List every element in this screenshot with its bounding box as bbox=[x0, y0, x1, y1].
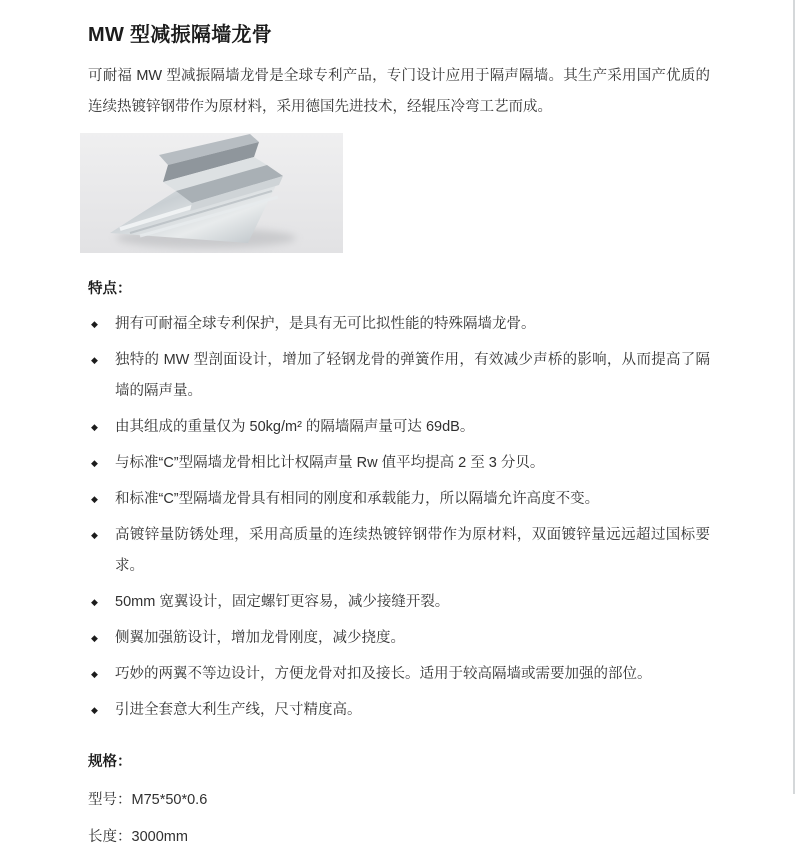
feature-text: 与标准“C”型隔墙龙骨相比计权隔声量 Rw 值平均提高 2 至 3 分贝。 bbox=[115, 455, 545, 471]
bullet-diamond-icon: ◆ bbox=[91, 597, 98, 607]
page-title: MW 型减振隔墙龙骨 bbox=[88, 24, 273, 46]
feature-text: 50mm 宽翼设计，固定螺钉更容易，减少接缝开裂。 bbox=[115, 594, 450, 610]
bullet-diamond-icon: ◆ bbox=[91, 633, 98, 643]
bullet-diamond-icon: ◆ bbox=[91, 355, 98, 365]
feature-text: 高镀锌量防锈处理，采用高质量的连续热镀锌钢带作为原材料，双面镀锌量远远超过国标要求。 bbox=[115, 527, 710, 574]
feature-item bbox=[88, 448, 710, 479]
feature-item bbox=[88, 695, 710, 726]
spec-model: 型号：M75*50*0.6 bbox=[88, 792, 208, 808]
feature-item bbox=[88, 659, 710, 690]
bullet-diamond-icon: ◆ bbox=[91, 458, 98, 468]
intro-paragraph: 可耐福 MW 型减振隔墙龙骨是全球专利产品，专门设计应用于隔声隔墙。其生产采用国产优质的连续热镀锌钢带作为原材料，采用德国先进技术，经辊压冷弯工艺而成。 bbox=[88, 68, 710, 115]
feature-text: 独特的 MW 型剖面设计，增加了轻钢龙骨的弹簧作用，有效减少声桥的影响，从而提高了隔墙的隔声量。 bbox=[115, 352, 710, 399]
features-heading: 特点： bbox=[88, 281, 132, 297]
bullet-diamond-icon: ◆ bbox=[91, 422, 98, 432]
page-right-edge bbox=[793, 0, 795, 794]
feature-item bbox=[88, 623, 710, 654]
feature-item bbox=[88, 484, 710, 515]
bullet-diamond-icon: ◆ bbox=[91, 530, 98, 540]
bullet-diamond-icon: ◆ bbox=[91, 319, 98, 329]
feature-text: 由其组成的重量仅为 50kg/m² 的隔墙隔声量可达 69dB。 bbox=[115, 419, 475, 435]
bullet-diamond-icon: ◆ bbox=[91, 669, 98, 679]
feature-text: 拥有可耐福全球专利保护，是具有无可比拟性能的特殊隔墙龙骨。 bbox=[115, 316, 536, 332]
bullet-diamond-icon: ◆ bbox=[91, 705, 98, 715]
spec-length: 长度：3000mm bbox=[88, 829, 188, 845]
features-list bbox=[88, 309, 710, 726]
feature-text: 巧妙的两翼不等边设计，方便龙骨对扣及接长。适用于较高隔墙或需要加强的部位。 bbox=[115, 666, 652, 682]
steel-stud-photo-illustration bbox=[80, 133, 343, 253]
product-photo bbox=[80, 133, 343, 253]
feature-item bbox=[88, 587, 710, 618]
feature-text: 侧翼加强筋设计，增加龙骨刚度，减少挠度。 bbox=[115, 630, 405, 646]
specs-heading: 规格： bbox=[88, 754, 132, 770]
feature-text: 引进全套意大利生产线，尺寸精度高。 bbox=[115, 702, 362, 718]
feature-item bbox=[88, 412, 710, 443]
feature-item bbox=[88, 309, 710, 340]
bullet-diamond-icon: ◆ bbox=[91, 494, 98, 504]
feature-item bbox=[88, 345, 710, 407]
feature-text: 和标准“C”型隔墙龙骨具有相同的刚度和承载能力，所以隔墙允许高度不变。 bbox=[115, 491, 600, 507]
feature-item bbox=[88, 520, 710, 582]
